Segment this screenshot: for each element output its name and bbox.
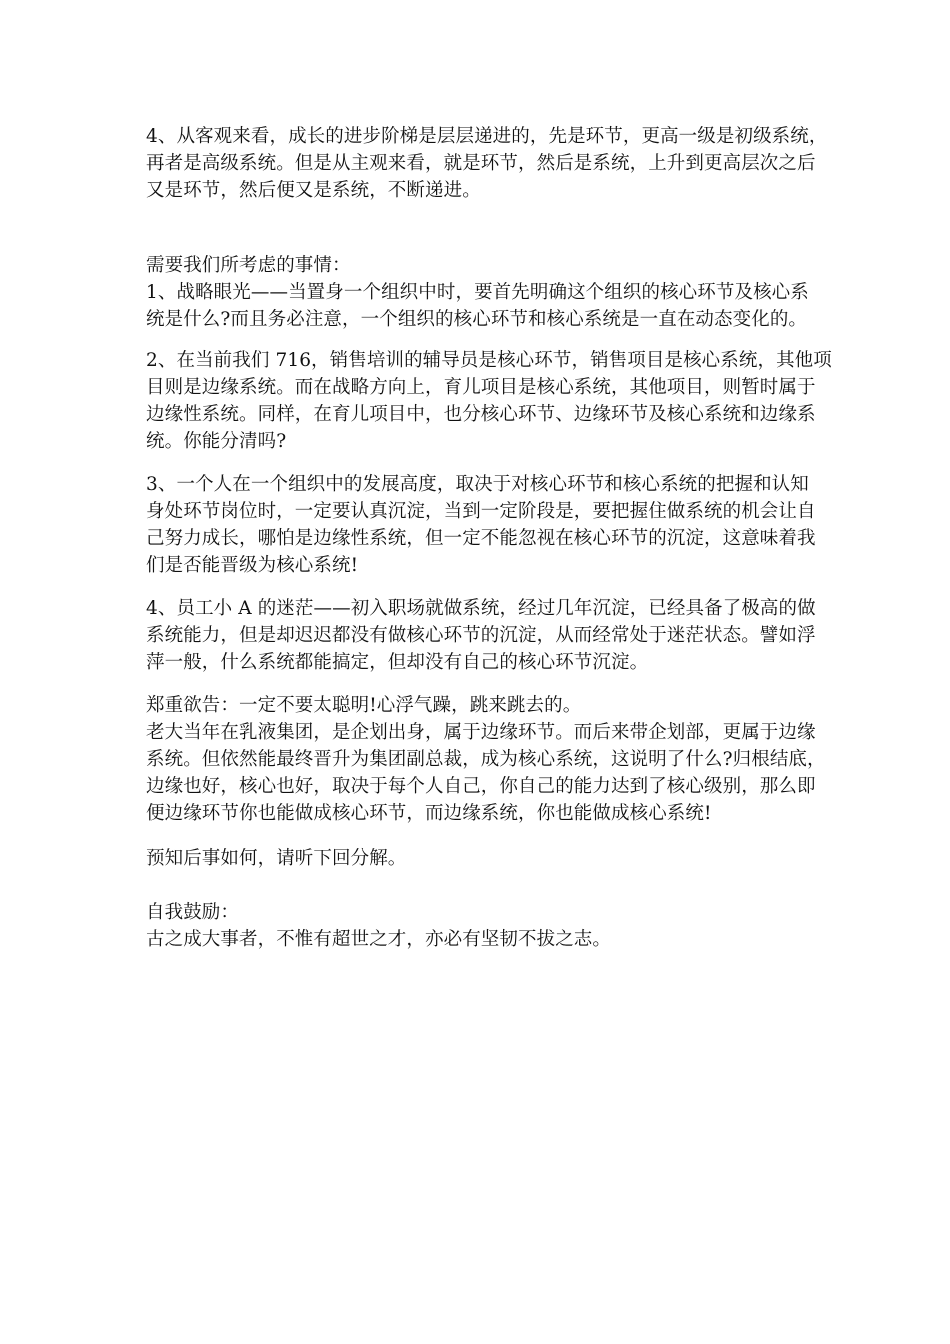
text-line: 系统能力，但是却迟迟都没有做核心环节的沉淀，从而经常处于迷茫状态。譬如浮 xyxy=(146,625,816,646)
paragraph-solemn-advice xyxy=(146,692,826,827)
text-line: 4、从客观来看，成长的进步阶梯是层层递进的，先是环节，更高一级是初级系统， xyxy=(146,126,828,147)
text-line: 身处环节岗位时，一定要认真沉淀，当到一定阶段是，要把握住做系统的机会让自 xyxy=(146,501,816,522)
paragraph-item-2 xyxy=(146,347,832,455)
text-line: 3、一个人在一个组织中的发展高度，取决于对核心环节和核心系统的把握和认知 xyxy=(146,474,809,495)
text-line: 郑重欲告：一定不要太聪明!心浮气躁，跳来跳去的。 xyxy=(146,695,582,716)
text-line: 边缘性系统。同样，在育儿项目中，也分核心环节、边缘环节及核心系统和边缘系 xyxy=(146,404,816,425)
text-line: 目则是边缘系统。而在战略方向上，育儿项目是核心系统，其他项目，则暂时属于 xyxy=(146,377,816,398)
text-line: 4、员工小 A 的迷茫——初入职场就做系统，经过几年沉淀，已经具备了极高的做 xyxy=(146,598,816,619)
text-line: 再者是高级系统。但是从主观来看，就是环节，然后是系统，上升到更高层次之后 xyxy=(146,153,816,174)
text-line: 们是否能晋级为核心系统! xyxy=(146,555,359,576)
text-line: 统是什么?而且务必注意，一个组织的核心环节和核心系统是一直在动态变化的。 xyxy=(146,309,808,330)
paragraph-progress-ladder xyxy=(146,123,828,204)
text-line: 老大当年在乳液集团，是企划出身，属于边缘环节。而后来带企划部，更属于边缘 xyxy=(146,722,816,743)
text-line: 预知后事如何，请听下回分解。 xyxy=(146,848,407,869)
text-line: 便边缘环节你也能做成核心环节，而边缘系统，你也能做成核心系统! xyxy=(146,803,712,824)
paragraph-to-be-continued xyxy=(146,845,818,872)
paragraph-item-3 xyxy=(146,471,818,579)
text-line: 需要我们所考虑的事情： xyxy=(146,255,351,276)
paragraph-self-encouragement xyxy=(146,899,818,953)
text-line: 又是环节，然后便又是系统，不断递进。 xyxy=(146,180,481,201)
text-line: 己努力成长，哪怕是边缘性系统，但一定不能忽视在核心环节的沉淀，这意味着我 xyxy=(146,528,816,549)
text-line: 系统。但依然能最终晋升为集团副总裁，成为核心系统，这说明了什么?归根结底， xyxy=(146,749,826,770)
paragraph-item-4 xyxy=(146,595,818,676)
text-line: 统。你能分清吗? xyxy=(146,431,287,452)
paragraph-things-to-consider xyxy=(146,252,818,333)
text-line: 2、在当前我们 716，销售培训的辅导员是核心环节，销售项目是核心系统，其他项 xyxy=(146,350,832,371)
text-line: 古之成大事者，不惟有超世之才，亦必有坚韧不拔之志。 xyxy=(146,929,612,950)
text-line: 1、战略眼光——当置身一个组织中时，要首先明确这个组织的核心环节及核心系 xyxy=(146,282,809,303)
text-line: 边缘也好，核心也好，取决于每个人自己，你自己的能力达到了核心级别，那么即 xyxy=(146,776,816,797)
text-line: 萍一般，什么系统都能搞定，但却没有自己的核心环节沉淀。 xyxy=(146,652,649,673)
text-line: 自我鼓励： xyxy=(146,902,240,923)
